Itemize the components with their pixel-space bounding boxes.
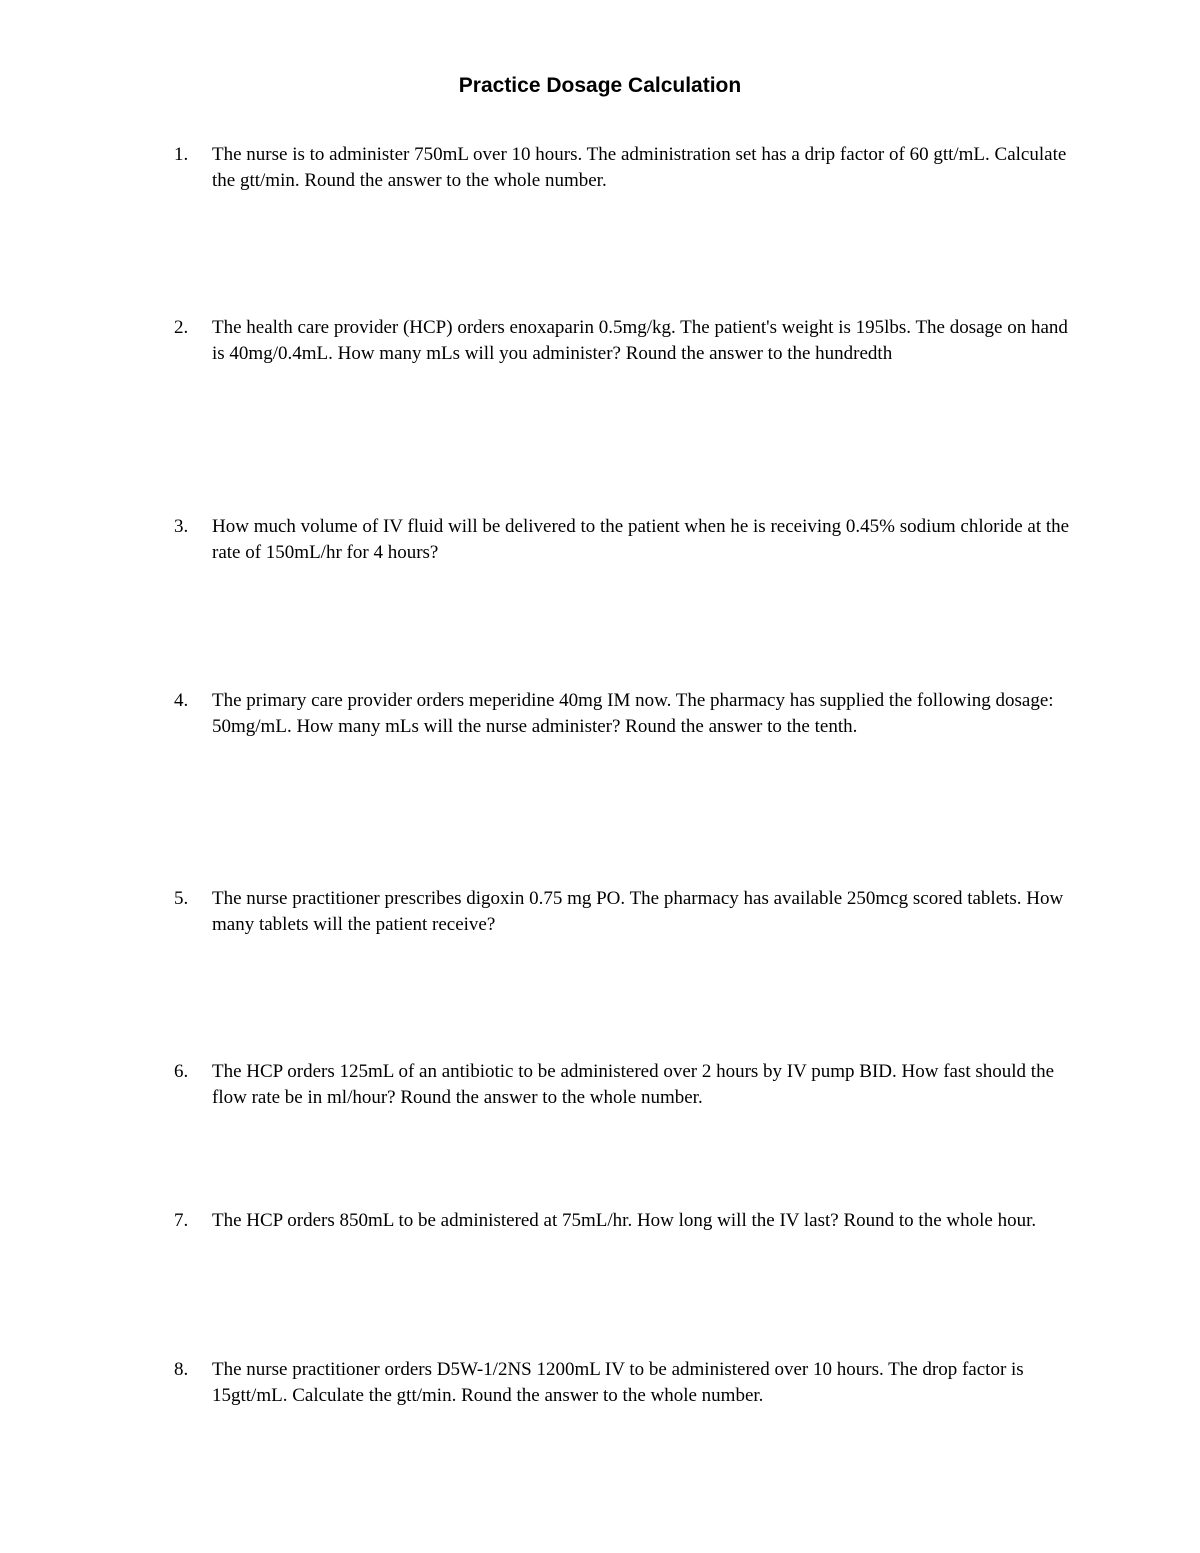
question-item xyxy=(174,886,1074,937)
question-number: 3. xyxy=(174,516,189,537)
question-number: 5. xyxy=(174,888,189,909)
question-item xyxy=(174,1208,1074,1234)
question-text: How much volume of IV fluid will be delivered to the patient when he is receiving 0.45% sodium chloride at the rate of 150mL/hr for 4 hours? xyxy=(212,516,1070,563)
question-text: The nurse is to administer 750mL over 10 hours. The administration set has a drip factor of 60 gtt/mL. Calculate the gtt/min. Round the answer to the whole number. xyxy=(212,144,1067,191)
question-text: The HCP orders 850mL to be administered at 75mL/hr. How long will the IV last? Round to the whole hour. xyxy=(212,1210,1037,1231)
question-item xyxy=(174,142,1074,193)
question-number: 8. xyxy=(174,1359,189,1380)
page-title: Practice Dosage Calculation xyxy=(458,74,742,97)
question-number: 1. xyxy=(174,144,189,165)
question-number: 6. xyxy=(174,1061,189,1082)
question-number: 7. xyxy=(174,1210,189,1231)
question-item xyxy=(174,1357,1074,1408)
question-text: The nurse practitioner orders D5W-1/2NS 1200mL IV to be administered over 10 hours. The drop factor is 15gtt/mL. Calculate the gtt/min. Round the answer to the whole number. xyxy=(212,1359,1024,1406)
question-number: 4. xyxy=(174,690,189,711)
question-item xyxy=(174,1059,1074,1110)
question-text: The primary care provider orders meperidine 40mg IM now. The pharmacy has supplied the following dosage: 50mg/mL. How many mLs will the nurse administer? Round the answer to the tenth. xyxy=(212,690,1054,737)
question-text: The nurse practitioner prescribes digoxin 0.75 mg PO. The pharmacy has available 250mcg scored tablets. How many tablets will the patient receive? xyxy=(212,888,1064,935)
question-item xyxy=(174,514,1074,565)
question-text: The HCP orders 125mL of an antibiotic to be administered over 2 hours by IV pump BID. How fast should the flow rate be in ml/hour? Round the answer to the whole number. xyxy=(212,1061,1055,1108)
question-number: 2. xyxy=(174,317,189,338)
question-text: The health care provider (HCP) orders enoxaparin 0.5mg/kg. The patient's weight is 195lbs. The dosage on hand is 40mg/0.4mL. How many mLs will you administer? Round the answer to the hundredth xyxy=(212,317,1068,364)
question-item xyxy=(174,688,1074,739)
question-item xyxy=(174,315,1074,366)
